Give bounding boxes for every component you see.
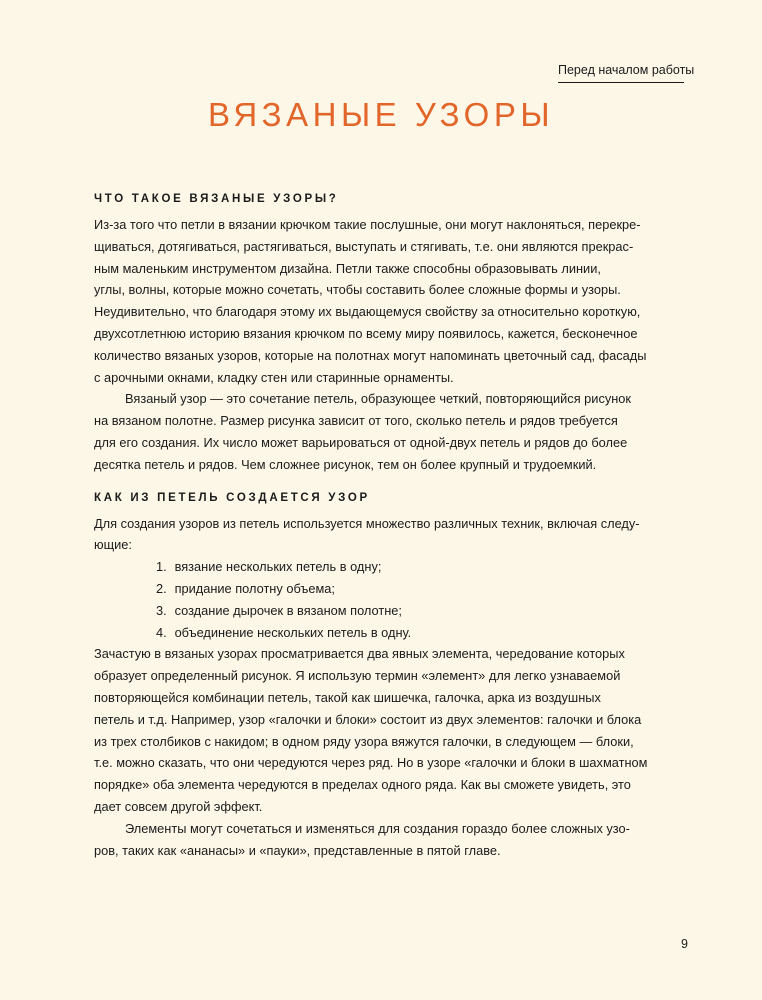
page-title: ВЯЗАНЫЕ УЗОРЫ [207,96,555,133]
section1-paragraphs [94,214,654,476]
list-item-number: 3. [156,602,167,618]
list-item-text: объединение нескольких петель в одну. [174,624,412,640]
text-line: дает совсем другой эффект. [94,798,263,814]
page-number: 9 [681,937,688,951]
section-heading-what-are-patterns: ЧТО ТАКОЕ ВЯЗАНЫЕ УЗОРЫ? [94,193,339,205]
text-line: с арочными окнами, кладку стен или старинные орнаменты. [94,369,454,385]
list-item [94,600,654,622]
text-line: ным маленьким инструментом дизайна. Петли также способны образовывать линии, [94,260,601,276]
text-line: двухсотлетнюю историю вязания крючком по всему миру появилось, кажется, бесконечное [94,325,638,341]
technique-list [94,556,654,643]
text-line: образует определенный рисунок. Я использую термин «элемент» для легко узнаваемой [94,668,621,684]
text-line: ров, таких как «ананасы» и «пауки», представленные в пятой главе. [94,842,501,858]
text-line: Из-за того что петли в вязании крючком такие послушные, они могут наклоняться, перекре- [94,217,641,232]
text-line: количество вязаных узоров, которые на полотнах могут напоминать цветочный сад, фасады [94,347,647,363]
text-line: Элементы могут сочетаться и изменяться для создания гораздо более сложных узо- [125,820,630,836]
section-heading-how-patterns-form: КАК ИЗ ПЕТЕЛЬ СОЗДАЕТСЯ УЗОР [94,491,370,504]
text-line: Неудивительно, что благодаря этому их выдающемуся свойству за относительно короткую, [94,304,641,320]
text-line: повторяющейся комбинации петель, такой как шишечка, галочка, арка из воздушных [94,689,601,705]
text-line: порядке» оба элемента чередуются в пределах одного ряда. Как вы сможете увидеть, это [94,777,631,793]
text-line: щиваться, дотягиваться, растягиваться, выступать и стягивать, т.е. они являются прекрас- [94,238,634,254]
list-item-number: 1. [156,559,167,575]
text-line: углы, волны, которые можно сочетать, чтобы составить более сложные формы и узоры. [94,282,621,298]
text-line: ющие: [94,537,132,553]
list-item-text: придание полотну объема; [174,580,335,596]
page-content [94,190,654,861]
text-line: из трех столбиков с накидом; в одном ряду узора вяжутся галочки, в следующем — блоки, [94,733,634,749]
section2-intro [94,513,654,557]
list-item [94,622,654,644]
text-line: десятка петель и рядов. Чем сложнее рисунок, тем он более крупный и трудоемкий. [94,456,597,472]
section2-paragraphs [94,643,654,861]
list-item-text: вязание нескольких петель в одну; [174,559,382,575]
list-item [94,556,654,578]
text-line: на вязаном полотне. Размер рисунка зависит от того, сколько петель и рядов требуется [94,413,618,429]
running-header-rule [558,82,684,83]
text-line: петель и т.д. Например, узор «галочки и блоки» состоит из двух элементов: галочки и блока [94,711,642,727]
text-line: для его создания. Их число может варьироваться от одной-двух петель и рядов до более [94,434,628,450]
text-line: Зачастую в вязаных узорах просматривается два явных элемента, чередование которых [94,646,625,662]
list-item-text: создание дырочек в вязаном полотне; [174,602,402,618]
list-item [94,578,654,600]
text-line: Для создания узоров из петель используется множество различных техник, включая следу- [94,515,640,531]
running-header: Перед началом работы [558,63,695,77]
list-item-number: 2. [156,580,167,596]
text-line: Вязаный узор — это сочетание петель, образующее четкий, повторяющийся рисунок [125,391,632,407]
list-item-number: 4. [156,624,167,640]
text-line: т.е. можно сказать, что они чередуются через ряд. Но в узоре «галочки и блоки в шахматном [94,755,648,771]
